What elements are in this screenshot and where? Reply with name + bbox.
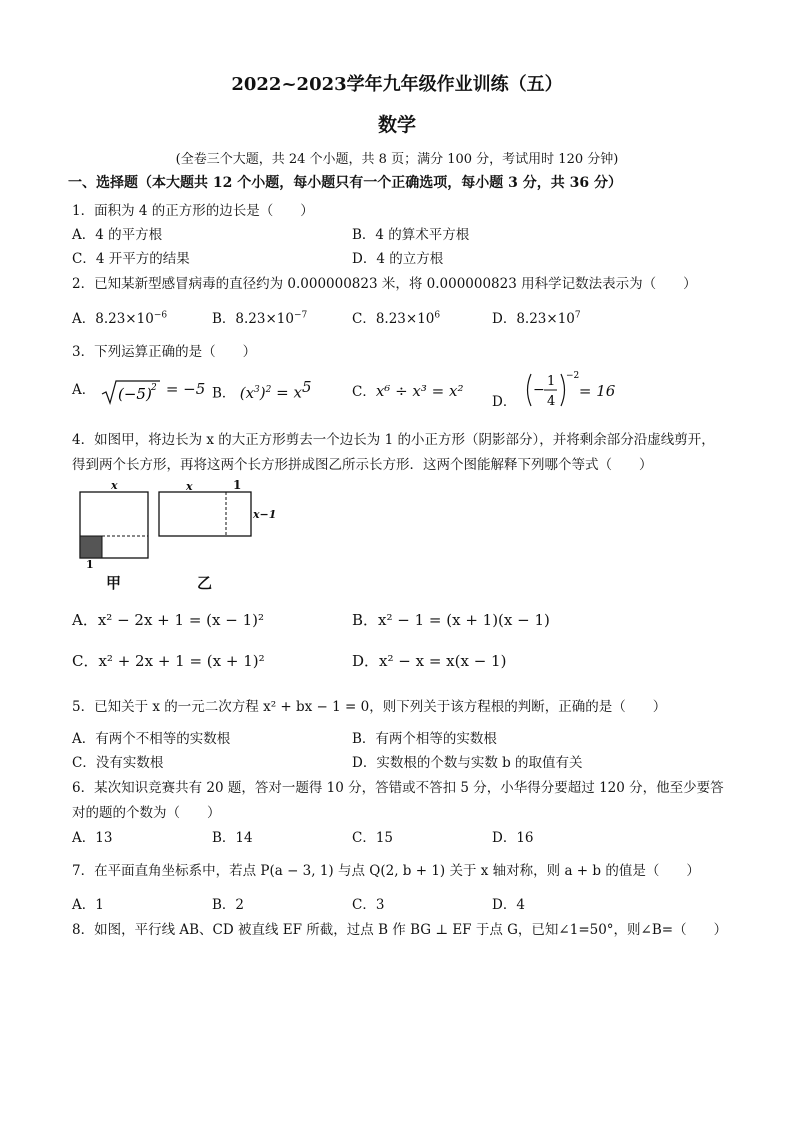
- q1-option-b: B．4 的算术平方根: [352, 227, 470, 243]
- q1-option-c: C．4 开平方的结果: [72, 251, 190, 267]
- q4-stem-line1: 4．如图甲，将边长为 x 的大正方形剪去一个边长为 1 的小正方形（阴影部分），并将剩余部分沿虚线剪开，: [72, 432, 715, 448]
- svg-text:1: 1: [546, 374, 555, 389]
- q6-stem-line2: 对的题的个数为（ ）: [72, 805, 221, 821]
- q2-stem: 2．已知某新型感冒病毒的直径约为 0.000000823 米，将 0.000000823 用科学记数法表示为（ ）: [72, 276, 697, 292]
- q5-option-b: B．有两个相等的实数根: [352, 731, 497, 747]
- q5-option-d: D．实数根的个数与实数 b 的取值有关: [352, 755, 583, 771]
- q3-option-d: D． − 1 4 −2 = 16: [492, 371, 616, 410]
- q7-option-d: D．4: [492, 897, 525, 913]
- q7-option-b: B．2: [212, 897, 245, 913]
- q5-option-a: A．有两个不相等的实数根: [72, 731, 231, 747]
- svg-text:(−5): (−5): [117, 385, 152, 403]
- q1-option-a: A．4 的平方根: [72, 227, 163, 243]
- svg-text:−: −: [532, 382, 545, 398]
- q2-option-a: A．$8.23\times 10^{-6}$: [72, 310, 168, 327]
- q1-option-d: D．4 的立方根: [352, 251, 444, 267]
- q6-option-b: B．14: [212, 830, 253, 846]
- q3-option-a: A． (−5) 2 = −5: [72, 380, 206, 403]
- q4-option-a: A．x² − 2x + 1 = (x − 1)²: [72, 611, 264, 629]
- exam-note: (全卷三个大题，共 24 个小题，共 8 页；满分 100 分，考试用时 120 分钟): [175, 152, 619, 167]
- q6-option-a: A．13: [72, 830, 113, 846]
- fig-jia-name: 甲: [106, 574, 122, 592]
- q5-option-c: C．没有实数根: [72, 755, 164, 771]
- fig-yi-top-label: x: [186, 480, 193, 493]
- q3-stem: 3．下列运算正确的是（ ）: [72, 344, 257, 360]
- q2-option-c: C．$8.23\times 10^6$: [352, 310, 441, 327]
- subject-title: 数学: [377, 114, 416, 136]
- fig-yi-side-label: x−1: [253, 508, 277, 521]
- fig-jia-bottom-label: 1: [86, 558, 94, 571]
- q8-stem: 8．如图，平行线 AB、CD 被直线 EF 所截，过点 B 作 BG ⊥ EF 于点 G，已知∠1=50°，则∠B=（ ）: [72, 922, 728, 938]
- fig-jia-top-label: x: [111, 479, 118, 492]
- q1-stem: 1．面积为 4 的正方形的边长是（ ）: [72, 203, 314, 219]
- svg-text:−2: −2: [565, 371, 579, 381]
- svg-text:4: 4: [546, 394, 555, 409]
- q5-stem: 5．已知关于 x 的一元二次方程 x² + bx − 1 = 0，则下列关于该方程根的判断，正确的是（ ）: [72, 699, 667, 715]
- q3-option-c: C．x⁶ ÷ x³ = x²: [352, 382, 464, 400]
- q4-option-b: B．x² − 1 = (x + 1)(x − 1): [352, 611, 550, 629]
- q7-option-a: A．1: [72, 897, 104, 913]
- q2-option-d: D．$8.23\times 10^7$: [492, 310, 581, 327]
- svg-text:2: 2: [150, 383, 157, 393]
- q6-option-c: C．15: [352, 830, 394, 846]
- q7-stem: 7．在平面直角坐标系中，若点 P(a − 3, 1) 与点 Q(2, b + 1) 关于 x 轴对称，则 a + b 的值是（ ）: [72, 863, 700, 879]
- q4-stem-line2: 得到两个长方形，再将这两个长方形拼成图乙所示长方形．这两个图能解释下列哪个等式（ ）: [72, 457, 653, 473]
- q4-option-d: D．x² − x = x(x − 1): [352, 652, 507, 670]
- q3-option-b: B． $(x^3)^2 = x^5$: [212, 378, 312, 402]
- page-title: 2022~2023学年九年级作业训练（五）: [231, 74, 563, 95]
- figure-yi: [150, 478, 260, 548]
- section-heading: 一、选择题（本大题共 12 个小题，每小题只有一个正确选项，每小题 3 分，共 36 分）: [68, 175, 622, 191]
- q6-stem-line1: 6．某次知识竞赛共有 20 题，答对一题得 10 分，答错或不答扣 5 分，小华得分要超过 120 分，他至少要答: [72, 780, 724, 796]
- q2-option-b: B．$8.23\times 10^{-7}$: [212, 310, 308, 327]
- fig-yi-name: 乙: [197, 574, 213, 592]
- fig-yi-right-top-label: 1: [233, 478, 242, 492]
- q6-option-d: D．16: [492, 830, 534, 846]
- q7-option-c: C．3: [352, 897, 385, 913]
- q4-option-c: C．x² + 2x + 1 = (x + 1)²: [72, 652, 265, 670]
